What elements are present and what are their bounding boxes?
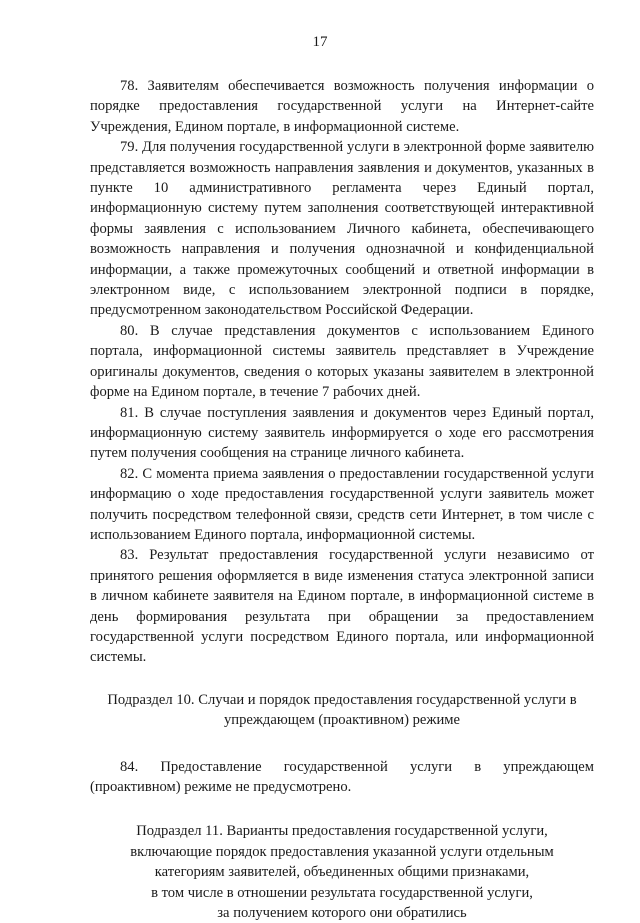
paragraph-79: 79. Для получения государственной услуги в электронной форме заявителю представляется возможность направления заявления и документов, указанных в пункте 10 административного регламента через Единый портал, информационную систему путем заполнения соответствующей интерактивной формы заявления с использованием Личного кабинета, обеспечивающего возможность направления и получения однозначной и конфиденциальной информации, а также промежуточных сообщений и ответной информации в электронном виде, с использованием электронной подписи в порядке, предусмотренном законодательством Российской Федерации. bbox=[90, 139, 594, 319]
subsection-11-line: включающие порядок предоставления указанной услуги отдельным bbox=[130, 843, 554, 860]
subsection-10-line: Подраздел 10. Случаи и порядок предоставления государственной услуги в bbox=[107, 691, 577, 708]
subsection-11-line: категориям заявителей, объединенных общими признаками, bbox=[154, 864, 530, 881]
subsection-11-line: за получением которого они обратились bbox=[217, 905, 467, 922]
paragraph-80: 80. В случае представления документов с использованием Единого портала, информационной системы заявитель представляет в Учреждение оригиналы документов, сведения о которых указаны заявителем в электронной форме на Едином портале, в течение 7 рабочих дней. bbox=[90, 322, 594, 401]
subsection-10-heading bbox=[90, 690, 594, 731]
paragraph-84: 84. Предоставление государственной услуги в упреждающем (проактивном) режиме не предусмотрено. bbox=[90, 758, 594, 795]
subsection-11-heading bbox=[90, 821, 594, 923]
subsection-10-line: упреждающем (проактивном) режиме bbox=[223, 712, 461, 729]
subsection-11-line: в том числе в отношении результата государственной услуги, bbox=[151, 884, 533, 901]
paragraph-82: 82. С момента приема заявления о предоставлении государственной услуги информацию о ходе предоставления государственной услуги заявитель может получить посредством телефонной связи, средств сети Интернет, в том числе с использованием Единого портала, информационной системы. bbox=[90, 465, 594, 543]
page-number: 17 bbox=[312, 34, 328, 50]
paragraph-81: 81. В случае поступления заявления и документов через Единый портал, информационную систему заявитель информируется о ходе его рассмотрения путем получения сообщения на странице личного кабинета. bbox=[90, 404, 594, 462]
paragraph-78: 78. Заявителям обеспечивается возможность получения информации о порядке предоставления государственной услуги на Интернет-сайте Учреждения, Едином портале, в информационной системе. bbox=[90, 78, 594, 135]
paragraph-83: 83. Результат предоставления государственной услуги независимо от принятого решения оформляется в виде изменения статуса электронной записи в личном кабинете заявителя на Едином портале, в информационной системе в день формирования результата при обращении за предоставлением государственной услуги посредством Единого портала, или информационной системы. bbox=[90, 547, 594, 666]
document-body bbox=[90, 76, 594, 923]
subsection-11-line: Подраздел 11. Варианты предоставления государственной услуги, bbox=[136, 823, 548, 840]
